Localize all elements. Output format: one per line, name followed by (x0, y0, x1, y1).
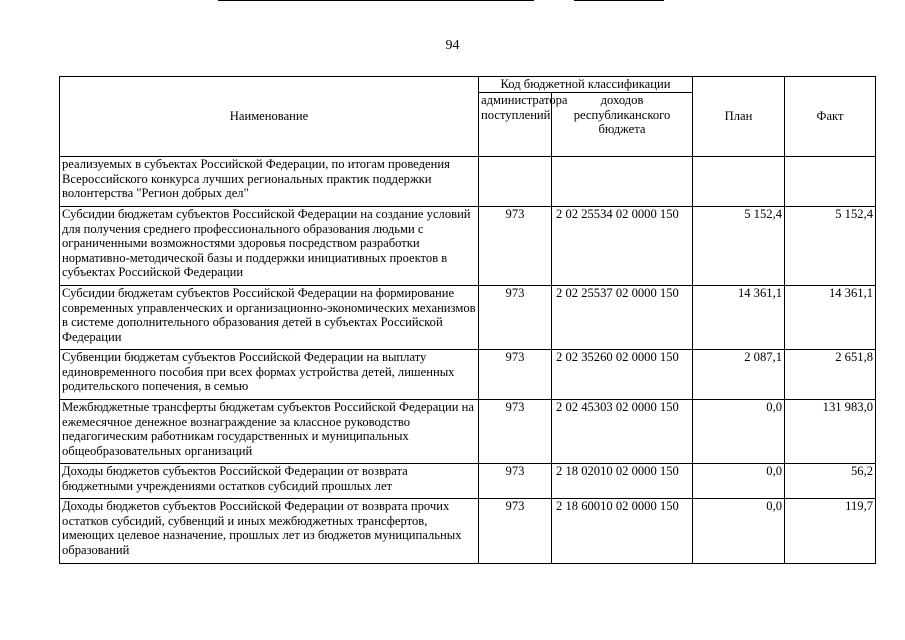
row-income-code-cell: 2 18 60010 02 0000 150 (552, 499, 693, 564)
row-plan-cell: 5 152,4 (693, 207, 785, 286)
header-income: доходов республиканского бюджета (552, 93, 693, 157)
table-row (60, 286, 876, 350)
row-fact-cell: 131 983,0 (785, 400, 876, 464)
top-rule-right (574, 0, 664, 1)
table-row (60, 350, 876, 400)
row-admin-code-cell: 973 (479, 207, 552, 286)
row-fact-cell: 119,7 (785, 499, 876, 564)
row-income-code-cell (552, 157, 693, 207)
row-admin-code-cell: 973 (479, 350, 552, 400)
table-row (60, 157, 876, 207)
header-plan: План (693, 77, 785, 157)
row-income-code-cell: 2 02 45303 02 0000 150 (552, 400, 693, 464)
row-fact-cell: 2 651,8 (785, 350, 876, 400)
top-rule-left (218, 0, 534, 1)
row-income-code-cell: 2 02 25534 02 0000 150 (552, 207, 693, 286)
row-fact-cell: 56,2 (785, 464, 876, 499)
header-admin: администратора поступлений (479, 93, 552, 157)
table-header (60, 77, 876, 157)
row-plan-cell (693, 157, 785, 207)
header-fact: Факт (785, 77, 876, 157)
row-admin-code-cell: 973 (479, 400, 552, 464)
row-plan-cell: 0,0 (693, 464, 785, 499)
row-income-code-cell: 2 02 25537 02 0000 150 (552, 286, 693, 350)
row-name-cell: Субвенции бюджетам субъектов Российской Федерации на выплату единовременного пособия при всех формах устройства детей, лишенных родительского попечения, в семью (60, 350, 479, 400)
row-admin-code-cell (479, 157, 552, 207)
row-fact-cell (785, 157, 876, 207)
budget-table (59, 76, 876, 564)
table-row (60, 464, 876, 499)
row-fact-cell: 14 361,1 (785, 286, 876, 350)
row-name-cell: Доходы бюджетов субъектов Российской Федерации от возврата бюджетными учреждениями остатков субсидий прошлых лет (60, 464, 479, 499)
row-admin-code-cell: 973 (479, 464, 552, 499)
row-income-code-cell: 2 18 02010 02 0000 150 (552, 464, 693, 499)
row-name-cell: реализуемых в субъектах Российской Федерации, по итогам проведения Всероссийского конкурса лучших региональных практик поддержки волонтерства "Регион добрых дел" (60, 157, 479, 207)
row-name-cell: Субсидии бюджетам субъектов Российской Федерации на формирование современных управленческих и организационно-экономических механизмов в системе дополнительного образования детей в субъектах Российской Федерации (60, 286, 479, 350)
row-name-cell: Межбюджетные трансферты бюджетам субъектов Российской Федерации на ежемесячное денежное вознаграждение за классное руководство педагогическим работникам государственных и муниципальных общеобразовательных организаций (60, 400, 479, 464)
row-plan-cell: 14 361,1 (693, 286, 785, 350)
row-fact-cell: 5 152,4 (785, 207, 876, 286)
table-row (60, 207, 876, 286)
row-plan-cell: 2 087,1 (693, 350, 785, 400)
row-plan-cell: 0,0 (693, 499, 785, 564)
row-name-cell: Субсидии бюджетам субъектов Российской Федерации на создание условий для получения среднего профессионального образования людьми с ограниченными возможностями здоровья посредством разработки нормативно-методической базы и поддержки инициативных проектов в субъектах Российской Федерации (60, 207, 479, 286)
header-code-group: Код бюджетной классификации (479, 77, 693, 93)
table-row (60, 499, 876, 564)
page-number: 94 (445, 38, 460, 53)
row-plan-cell: 0,0 (693, 400, 785, 464)
table-row (60, 400, 876, 464)
header-name: Наименование (60, 77, 479, 157)
row-name-cell: Доходы бюджетов субъектов Российской Федерации от возврата прочих остатков субсидий, субвенций и иных межбюджетных трансфертов, имеющих целевое назначение, прошлых лет из бюджетов муниципальных образований (60, 499, 479, 564)
row-income-code-cell: 2 02 35260 02 0000 150 (552, 350, 693, 400)
table-body (60, 157, 876, 564)
row-admin-code-cell: 973 (479, 499, 552, 564)
row-admin-code-cell: 973 (479, 286, 552, 350)
